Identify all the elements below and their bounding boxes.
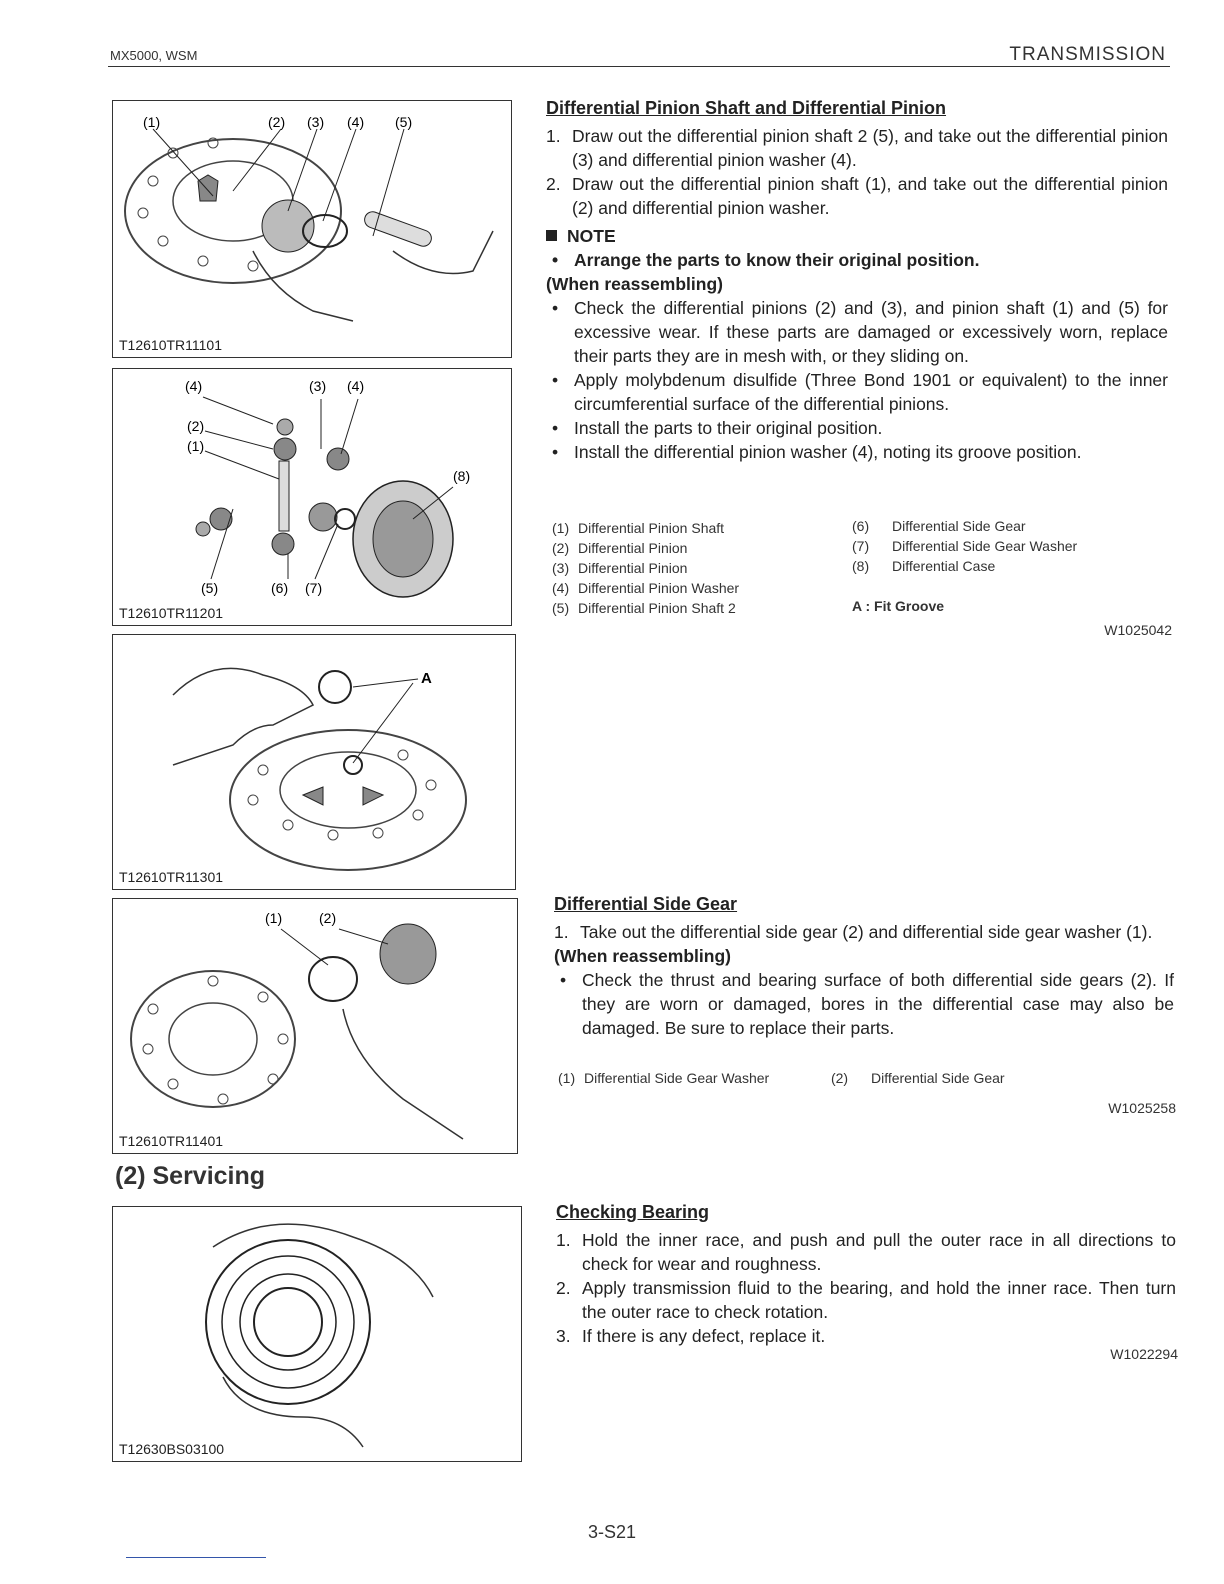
legend-row: (7) Differential Side Gear Washer <box>852 538 1078 554</box>
reassembly-item: • Check the differential pinions (2) and (3), and pinion shaft (1) and (5) for excessive wear. If these parts are damaged or excessively worn, replace their parts they are in mesh with, or they sliding on. <box>546 296 1168 368</box>
note-list <box>546 248 1168 272</box>
reassembly-item: • Check the thrust and bearing surface of both differential side gears (2). If they are worn or damaged, bores in the differential case may also be damaged. Be sure to replace their parts. <box>554 968 1174 1040</box>
section-bearing <box>556 1200 1176 1348</box>
figure-4-illustration <box>113 899 517 1153</box>
figure-2-label: (3) <box>309 378 327 394</box>
section-side-gear-steps <box>554 920 1174 944</box>
step-item: 2. Draw out the differential pinion shaft (1), and take out the differential pinion (2) and differential pinion washer. <box>546 174 1168 218</box>
figure-1 <box>112 100 512 358</box>
step-item: 1. Draw out the differential pinion shaft 2 (5), and take out the differential pinion (3) and differential pinion washer (4). <box>546 126 1168 170</box>
section-bearing-steps <box>556 1228 1176 1348</box>
legend-row: (8) Differential Case <box>852 558 996 574</box>
reassembly-list <box>546 296 1168 464</box>
figure-2-illustration <box>113 369 511 625</box>
figure-2-label: (8) <box>453 468 471 484</box>
section-pinion-steps <box>546 124 1168 220</box>
legend-row: (3) Differential Pinion <box>552 560 688 576</box>
legend-row: (4) Differential Pinion Washer <box>552 580 740 596</box>
figure-2-label: (4) <box>185 378 203 394</box>
note-square-icon <box>546 230 557 241</box>
figure-1-label: (1) <box>143 114 161 130</box>
section-side-gear-title: Differential Side Gear <box>554 894 738 914</box>
figure-4-caption: T12610TR11401 <box>119 1133 224 1149</box>
figure-2 <box>112 368 512 626</box>
figure-2-label: (1) <box>187 438 205 454</box>
section-side-gear-legend <box>558 1068 1005 1088</box>
servicing-heading: (2) Servicing <box>115 1162 266 1190</box>
figure-3-label: A <box>421 670 432 687</box>
figure-3-caption: T12610TR11301 <box>119 869 224 885</box>
section-pinion <box>546 96 1168 464</box>
figure-4 <box>112 898 518 1154</box>
section-bearing-title: Checking Bearing <box>556 1202 710 1222</box>
figure-3 <box>112 634 516 890</box>
reassembly-list <box>554 968 1174 1040</box>
reassembly-item: • Install the differential pinion washer (4), noting its groove position. <box>546 440 1168 464</box>
page-number: 3-S21 <box>587 1522 637 1542</box>
figure-2-label: (6) <box>271 580 289 596</box>
figure-5-caption: T12630BS03100 <box>119 1441 225 1457</box>
figure-2-label: (5) <box>201 580 219 596</box>
figure-1-illustration <box>113 101 511 357</box>
figure-2-label: (2) <box>187 418 205 434</box>
step-item: 3. If there is any defect, replace it. <box>556 1326 826 1346</box>
step-item: 2. Apply transmission fluid to the bearing, and hold the inner race. Then turn the outer race to check rotation. <box>556 1278 1176 1322</box>
reassembly-item: • Install the parts to their original position. <box>546 416 1168 440</box>
section-pinion-code: W1025042 <box>1104 622 1172 638</box>
when-reassembling-label: (When reassembling) <box>546 274 723 294</box>
figure-2-caption: T12610TR11201 <box>119 605 224 621</box>
figure-1-label: (4) <box>347 114 365 130</box>
header-model: MX5000, WSM <box>110 48 198 63</box>
step-item: 1. Take out the differential side gear (2) and differential side gear washer (1). <box>554 922 1153 942</box>
section-side-gear-code: W1025258 <box>1108 1100 1176 1116</box>
section-side-gear <box>554 892 1174 1040</box>
figure-1-label: (3) <box>307 114 325 130</box>
figure-4-label: (2) <box>319 910 337 926</box>
note-item: • Arrange the parts to know their original position. <box>546 248 1168 272</box>
figure-1-label: (5) <box>395 114 413 130</box>
step-item: 1. Hold the inner race, and push and pull the outer race in all directions to check for wear and roughness. <box>556 1230 1176 1274</box>
legend-row: (6) Differential Side Gear <box>852 518 1026 534</box>
figure-2-label: (7) <box>305 580 323 596</box>
legend-row: (5) Differential Pinion Shaft 2 <box>552 600 736 616</box>
section-pinion-title: Differential Pinion Shaft and Differential Pinion <box>546 98 947 118</box>
section-pinion-legend-left <box>552 518 739 618</box>
note-heading: NOTE <box>546 224 1168 248</box>
figure-2-label: (4) <box>347 378 365 394</box>
figure-1-caption: T12610TR11101 <box>119 337 222 353</box>
figure-5 <box>112 1206 522 1462</box>
header-section: TRANSMISSION <box>1009 44 1166 65</box>
when-reassembling-label: (When reassembling) <box>554 946 731 966</box>
header-rule <box>108 66 1170 67</box>
legend-fit-groove: A : Fit Groove <box>852 598 945 614</box>
reassembly-item: • Apply molybdenum disulfide (Three Bond 1901 or equivalent) to the inner circumferential surface of the differential pinions. <box>546 368 1168 416</box>
figure-4-label: (1) <box>265 910 283 926</box>
footer-line <box>126 1557 266 1558</box>
section-pinion-legend-right <box>852 516 1077 616</box>
legend-row: (1) Differential Pinion Shaft <box>552 520 725 536</box>
figure-5-illustration <box>113 1207 521 1461</box>
legend-row: (2) Differential Pinion <box>552 540 688 556</box>
legend-row: (1) Differential Side Gear Washer (2) Differential Side Gear <box>558 1070 1005 1086</box>
figure-3-illustration <box>113 635 515 889</box>
figure-1-label: (2) <box>268 114 286 130</box>
section-bearing-code: W1022294 <box>1110 1346 1178 1362</box>
